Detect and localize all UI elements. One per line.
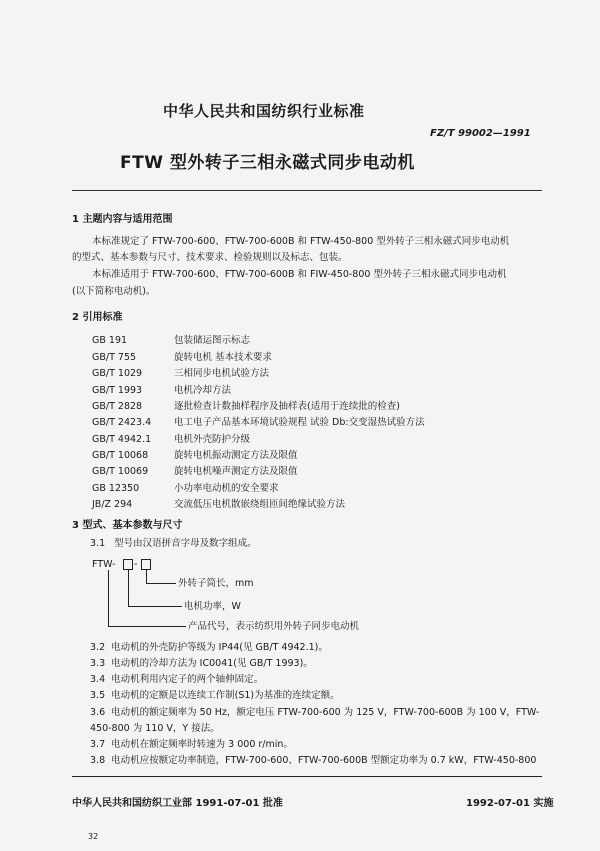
- clause-item: [90, 706, 539, 719]
- reference-title: 包装储运图示标志: [174, 335, 251, 346]
- reference-code: GB/T 2423.4: [92, 417, 152, 428]
- issuing-body: 中华人民共和国纺织行业标准: [163, 102, 365, 120]
- clause-number: 3.2: [90, 642, 106, 653]
- reference-item: [92, 447, 298, 461]
- reference-item: [92, 332, 250, 346]
- clause-3-1: [90, 537, 257, 550]
- reference-code: GB/T 1029: [92, 368, 143, 379]
- reference-code: GB/T 2828: [92, 401, 143, 412]
- clause-number: 3.5: [90, 690, 106, 701]
- reference-title: 电机冷却方法: [174, 385, 232, 396]
- clause-item: [90, 673, 263, 686]
- reference-item: [92, 431, 250, 445]
- document-title: FTW 型外转子三相永磁式同步电动机: [120, 153, 415, 173]
- clause-item: [90, 657, 313, 670]
- section-1-heading: 1 主题内容与适用范围: [72, 214, 173, 225]
- label-rotor-length: 外转子筒长，mm: [178, 578, 254, 589]
- clause-item: [90, 689, 340, 702]
- clause-item: [90, 738, 293, 751]
- reference-code: GB/T 755: [92, 352, 137, 363]
- reference-item: [92, 382, 231, 396]
- reference-title: 小功率电动机的安全要求: [174, 483, 279, 494]
- reference-title: 旋转电机振动测定方法及限值: [174, 450, 298, 461]
- clause-text: 电动机利用内定子的两个轴伸固定。: [111, 674, 264, 685]
- power-placeholder-box: [123, 559, 133, 570]
- clause-number: 3.6: [90, 707, 106, 718]
- clause-number: 3.3: [90, 658, 106, 669]
- reference-item: [92, 365, 269, 379]
- model-dash: -: [134, 559, 138, 570]
- reference-item: [92, 463, 298, 477]
- reference-title: 电工电子产品基本环境试验规程 试验 Db:交变湿热试验方法: [174, 417, 425, 428]
- reference-title: 三相同步电机试验方法: [174, 368, 270, 379]
- reference-item: [92, 398, 400, 412]
- reference-item: [92, 480, 279, 494]
- clause-item: [90, 754, 536, 767]
- section-1-line-3: 本标准适用于 FTW-700-600、FTW-700-600B 和 FIW-450-800 型外转子三相永磁式同步电动机: [92, 269, 507, 280]
- reference-code: JB/Z 294: [92, 499, 133, 510]
- approval-line: 中华人民共和国纺织工业部 1991-07-01 批准: [72, 798, 283, 809]
- standard-number: FZ/T 99002—1991: [430, 128, 531, 139]
- reference-code: GB/T 10068: [92, 450, 149, 461]
- section-1-line-2: 的型式、基本参数与尺寸、技术要求、检验规则以及标志、包装。: [72, 252, 348, 263]
- reference-code: GB/T 10069: [92, 466, 149, 477]
- clause-text: 电动机的外壳防护等级为 IP44(见 GB/T 4942.1)。: [111, 642, 328, 653]
- label-motor-power: 电机功率，W: [184, 601, 241, 612]
- clause-item: [90, 641, 328, 654]
- reference-code: GB/T 4942.1: [92, 434, 152, 445]
- clause-3-1-number: 3.1: [90, 538, 106, 549]
- section-3-heading: 3 型式、基本参数与尺寸: [72, 520, 183, 531]
- reference-code: GB 12350: [92, 483, 140, 494]
- length-placeholder-box: [141, 559, 151, 570]
- effective-date: 1992-07-01 实施: [466, 798, 554, 809]
- label-product-code: 产品代号，表示纺织用外转子同步电动机: [188, 621, 360, 632]
- bottom-rule: [72, 776, 542, 777]
- clause-continuation: 450-800 为 110 V，Y 接法。: [90, 723, 220, 734]
- reference-title: 旋转电机噪声测定方法及限值: [174, 466, 298, 477]
- page-number: 32: [88, 832, 99, 841]
- clause-number: 3.8: [90, 755, 106, 766]
- section-1-line-4: (以下简称电动机)。: [72, 286, 156, 297]
- reference-code: GB/T 1993: [92, 385, 143, 396]
- reference-title: 交流低压电机散嵌绕组匝间绝缘试验方法: [174, 499, 346, 510]
- reference-code: GB 191: [92, 335, 128, 346]
- reference-item: [92, 349, 272, 363]
- section-2-heading: 2 引用标准: [72, 312, 123, 323]
- reference-item: [92, 414, 425, 428]
- clause-text: 电动机应按额定功率制造，FTW-700-600、FTW-700-600B 型额定功率为 0.7 kW，FTW-450-800: [111, 755, 537, 766]
- clause-text: 电动机的冷却方法为 IC0041(见 GB/T 1993)。: [111, 658, 313, 669]
- model-prefix: FTW-: [92, 559, 116, 570]
- top-rule: [72, 190, 542, 191]
- clause-text: 电动机的额定频率为 50 Hz，额定电压 FTW-700-600 为 125 V，FTW-700-600B 为 100 V，FTW-: [111, 707, 540, 718]
- reference-title: 逐批检查计数抽样程序及抽样表(适用于连续批的检查): [174, 401, 400, 412]
- clause-text: 电动机在额定频率时转速为 3 000 r/min。: [111, 739, 293, 750]
- reference-title: 电机外壳防护分级: [174, 434, 251, 445]
- clause-3-1-text: 型号由汉语拼音字母及数字组成。: [114, 538, 257, 549]
- section-1-line-1: 本标准规定了 FTW-700-600、FTW-700-600B 和 FTW-450-800 型外转子三相永磁式同步电动机: [92, 236, 510, 247]
- reference-item: [92, 496, 345, 510]
- clause-text: 电动机的定额是以连续工作制(S1)为基准的连续定额。: [111, 690, 340, 701]
- reference-title: 旋转电机 基本技术要求: [174, 352, 273, 363]
- clause-number: 3.7: [90, 739, 106, 750]
- clause-number: 3.4: [90, 674, 106, 685]
